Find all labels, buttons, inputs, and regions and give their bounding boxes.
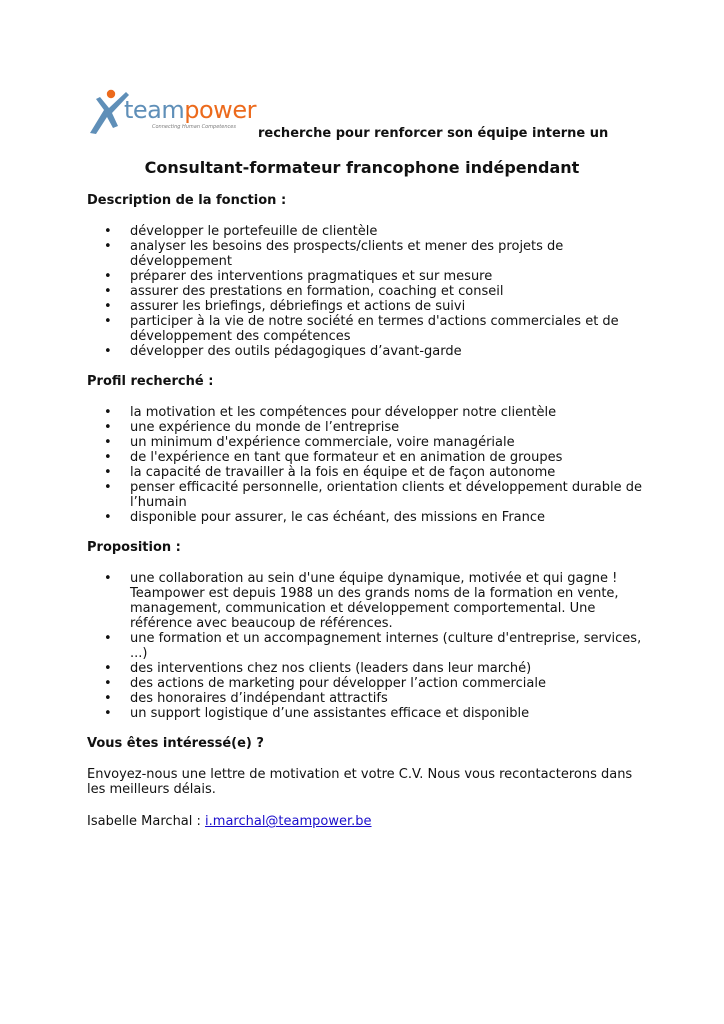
list-item: • développer le portefeuille de clientèle (87, 224, 647, 239)
list-item: • un minimum d'expérience commerciale, voire managériale (87, 435, 647, 450)
list-item: • une expérience du monde de l’entreprise (87, 420, 647, 435)
list-item: • une collaboration au sein d'une équipe dynamique, motivée et qui gagne ! Teampower est depuis 1988 un des grands noms de la formation en vente, management, communication et développement comportemental. Une référence avec beaucoup de références. (87, 571, 647, 631)
document-body (87, 193, 647, 829)
logo-word-team: team (124, 96, 185, 124)
job-title: Consultant-formateur francophone indépendant (144, 158, 580, 177)
list-item: • la motivation et les compétences pour développer notre clientèle (87, 405, 647, 420)
interesse-heading: Vous êtes intéressé(e) ? (87, 736, 264, 751)
contact-email-link[interactable]: i.marchal@teampower.be (205, 814, 372, 829)
list-item: • de l'expérience en tant que formateur et en animation de groupes (87, 450, 647, 465)
proposition-list (87, 571, 647, 721)
logo-word-power: power (184, 96, 256, 124)
logo-wordmark (124, 98, 256, 122)
list-item: • un support logistique d’une assistantes efficace et disponible (87, 706, 647, 721)
list-item: • la capacité de travailler à la fois en équipe et de façon autonome (87, 465, 647, 480)
proposition-heading: Proposition : (87, 540, 181, 555)
contact-line (87, 814, 647, 829)
list-item: • penser efficacité personnelle, orientation clients et développement durable de l’humain (87, 480, 647, 510)
list-item: • une formation et un accompagnement internes (culture d'entreprise, services, ...) (87, 631, 647, 661)
fonction-heading: Description de la fonction : (87, 193, 287, 208)
list-item: • disponible pour assurer, le cas échéant, des missions en France (87, 510, 647, 525)
list-item: • assurer les briefings, débriefings et actions de suivi (87, 299, 647, 314)
intro-line: recherche pour renforcer son équipe interne un (258, 126, 609, 141)
interesse-body: Envoyez-nous une lettre de motivation et votre C.V. Nous vous recontacterons dans les meilleurs délais. (87, 767, 633, 797)
fonction-list (87, 224, 647, 359)
list-item: • analyser les besoins des prospects/clients et mener des projets de développement (87, 239, 647, 269)
list-item: • participer à la vie de notre société en termes d'actions commerciales et de développement des compétences (87, 314, 647, 344)
list-item: • développer des outils pédagogiques d’avant-garde (87, 344, 647, 359)
logo-tagline: Connecting Human Competences (152, 124, 236, 130)
list-item: • préparer des interventions pragmatiques et sur mesure (87, 269, 647, 284)
list-item: • des honoraires d’indépendant attractifs (87, 691, 647, 706)
contact-label: Isabelle Marchal : (87, 814, 206, 829)
list-item: • assurer des prestations en formation, coaching et conseil (87, 284, 647, 299)
teampower-logo (88, 86, 256, 136)
list-item: • des interventions chez nos clients (leaders dans leur marché) (87, 661, 647, 676)
profil-list (87, 405, 647, 525)
list-item: • des actions de marketing pour développer l’action commerciale (87, 676, 647, 691)
profil-heading: Profil recherché : (87, 374, 214, 389)
